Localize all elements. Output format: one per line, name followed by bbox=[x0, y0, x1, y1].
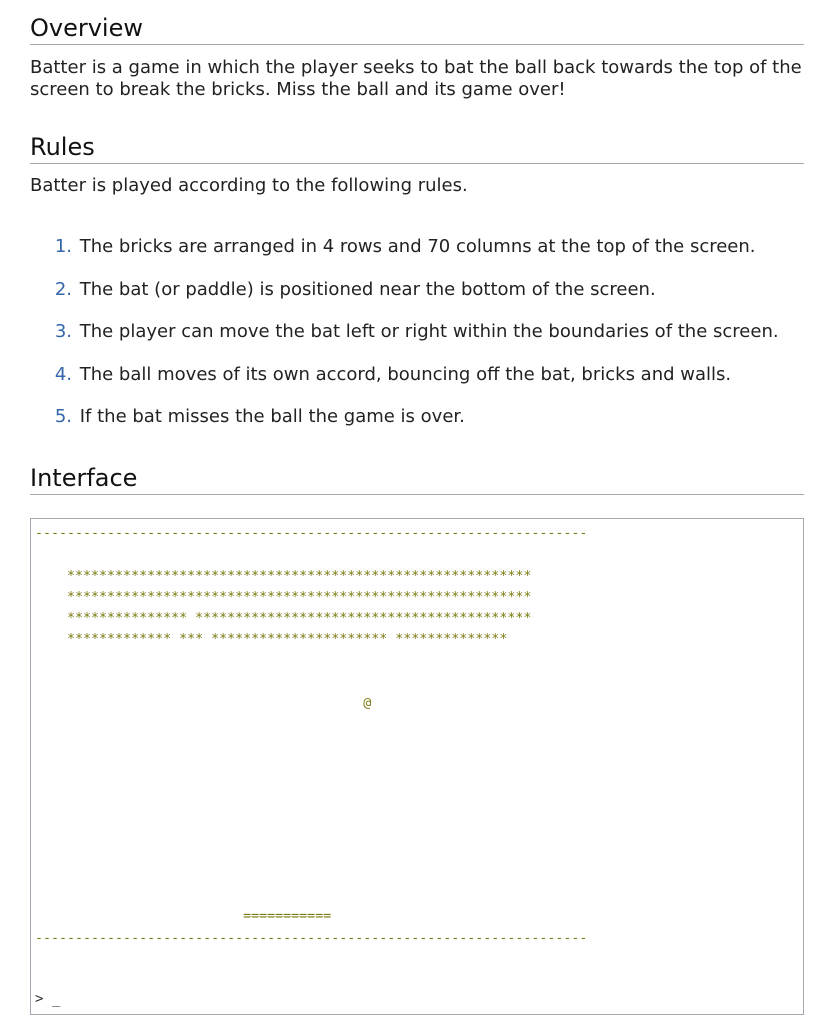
rules-intro: Batter is played according to the following rules. bbox=[30, 175, 468, 196]
overview-section bbox=[30, 14, 804, 45]
interface-section bbox=[30, 464, 804, 495]
game-terminal[interactable] bbox=[30, 518, 804, 1015]
rule-number: 4. bbox=[54, 363, 72, 385]
rule-item bbox=[30, 279, 779, 322]
rules-section bbox=[30, 133, 804, 164]
interface-heading: Interface bbox=[30, 464, 804, 495]
rule-number: 3. bbox=[54, 321, 72, 343]
overview-heading: Overview bbox=[30, 14, 804, 45]
rules-heading: Rules bbox=[30, 133, 804, 164]
rule-number: 5. bbox=[54, 406, 72, 428]
rule-item bbox=[30, 321, 779, 364]
rule-item bbox=[30, 236, 779, 279]
rule-number: 1. bbox=[54, 236, 72, 257]
rules-list bbox=[30, 236, 779, 449]
rule-item bbox=[30, 364, 779, 407]
rule-item bbox=[30, 406, 779, 449]
command-prompt[interactable]: > _ bbox=[35, 991, 61, 1007]
rule-number: 2. bbox=[54, 278, 72, 300]
rule-text: The bricks are arranged in 4 rows and 70 columns at the top of the screen. bbox=[79, 236, 756, 257]
rule-text: If the bat misses the ball the game is over. bbox=[79, 406, 465, 428]
rule-text: The bat (or paddle) is positioned near the bottom of the screen. bbox=[79, 278, 656, 300]
rule-text: The ball moves of its own accord, bouncing off the bat, bricks and walls. bbox=[79, 363, 732, 385]
rule-text: The player can move the bat left or right within the boundaries of the screen. bbox=[79, 321, 779, 343]
overview-text: Batter is a game in which the player seeks to bat the ball back towards the top of the screen to break the bricks. Miss the ball and its game over! bbox=[30, 57, 802, 100]
game-screen: --------------------------------------------------------------------- ********************************************************** ********************************************************** *************** ****************************************** ************* *** ********************** ************** @ =========== --------------------------------------------------------------------- bbox=[35, 526, 588, 946]
